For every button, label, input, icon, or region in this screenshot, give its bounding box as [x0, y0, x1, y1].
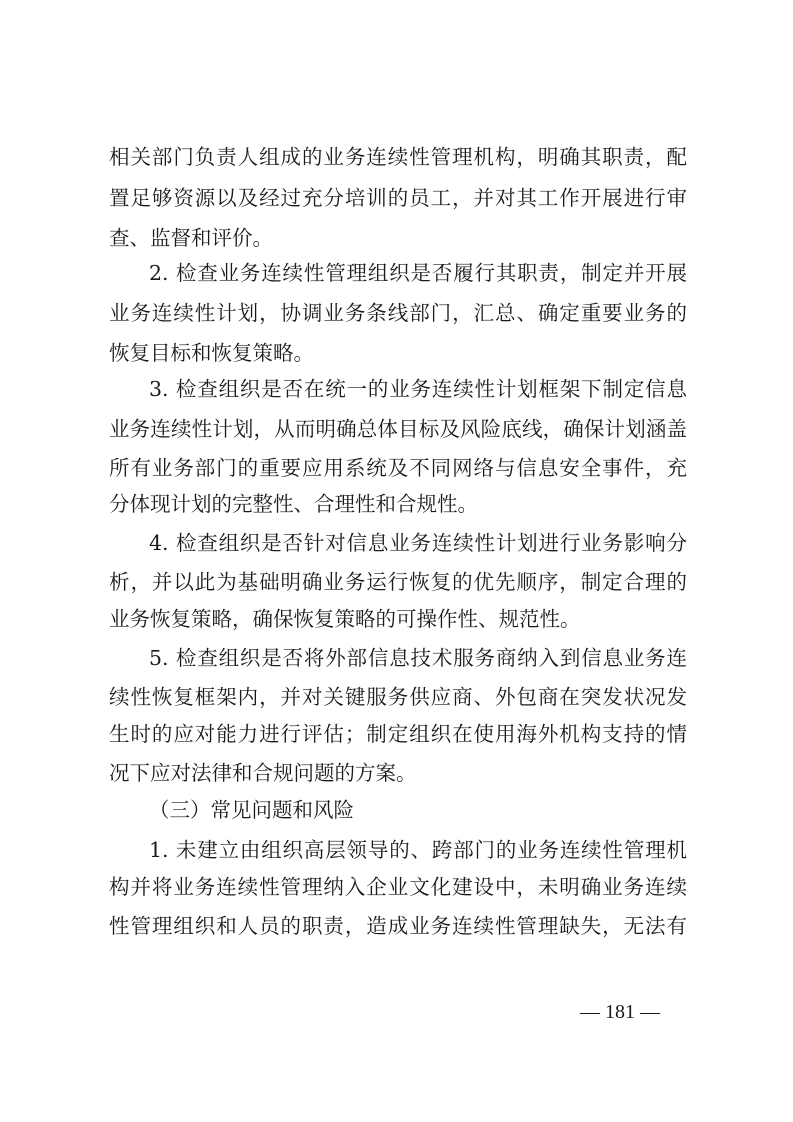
body-text-line: 业务恢复策略，确保恢复策略的可操作性、规范性。	[109, 607, 581, 631]
page-number: — 181 —	[580, 1001, 660, 1023]
paragraph-line: 1. 未建立由组织高层领导的、跨部门的业务连续性管理机	[149, 838, 687, 862]
body-text-line: 生时的应对能力进行评估；制定组织在使用海外机构支持的情	[109, 722, 687, 746]
body-text-line: 恢复目标和恢复策略。	[109, 341, 314, 365]
body-text-line: 业务连续性计划，协调业务条线部门，汇总、确定重要业务的	[109, 301, 687, 325]
section-heading: （三）常见问题和风险	[149, 798, 354, 822]
body-text-line: 构并将业务连续性管理纳入企业文化建设中，未明确业务连续	[109, 875, 687, 899]
paragraph-line: 3. 检查组织是否在统一的业务连续性计划框架下制定信息	[149, 377, 687, 401]
body-text-line: 相关部门负责人组成的业务连续性管理机构，明确其职责，配	[109, 145, 687, 169]
body-text-line: 性管理组织和人员的职责，造成业务连续性管理缺失，无法有	[109, 914, 687, 938]
paragraph-line: 2. 检查业务连续性管理组织是否履行其职责，制定并开展	[149, 261, 687, 285]
body-text-line: 分体现计划的完整性、合理性和合规性。	[109, 492, 478, 516]
paragraph-line: 4. 检查组织是否针对信息业务连续性计划进行业务影响分	[149, 531, 687, 555]
body-text-line: 所有业务部门的重要应用系统及不同网络与信息安全事件，充	[109, 456, 687, 480]
body-text-line: 况下应对法律和合规问题的方案。	[109, 761, 417, 785]
body-text-line: 业务连续性计划，从而明确总体目标及风险底线，确保计划涵盖	[109, 417, 687, 441]
body-text-line: 续性恢复框架内，并对关键服务供应商、外包商在突发状况发	[109, 685, 687, 709]
body-text-line: 置足够资源以及经过充分培训的员工，并对其工作开展进行审	[109, 186, 687, 210]
paragraph-line: 5. 检查组织是否将外部信息技术服务商纳入到信息业务连	[149, 646, 687, 670]
body-text-line: 查、监督和评价。	[109, 226, 273, 250]
body-text-line: 析，并以此为基础明确业务运行恢复的优先顺序，制定合理的	[109, 570, 687, 594]
